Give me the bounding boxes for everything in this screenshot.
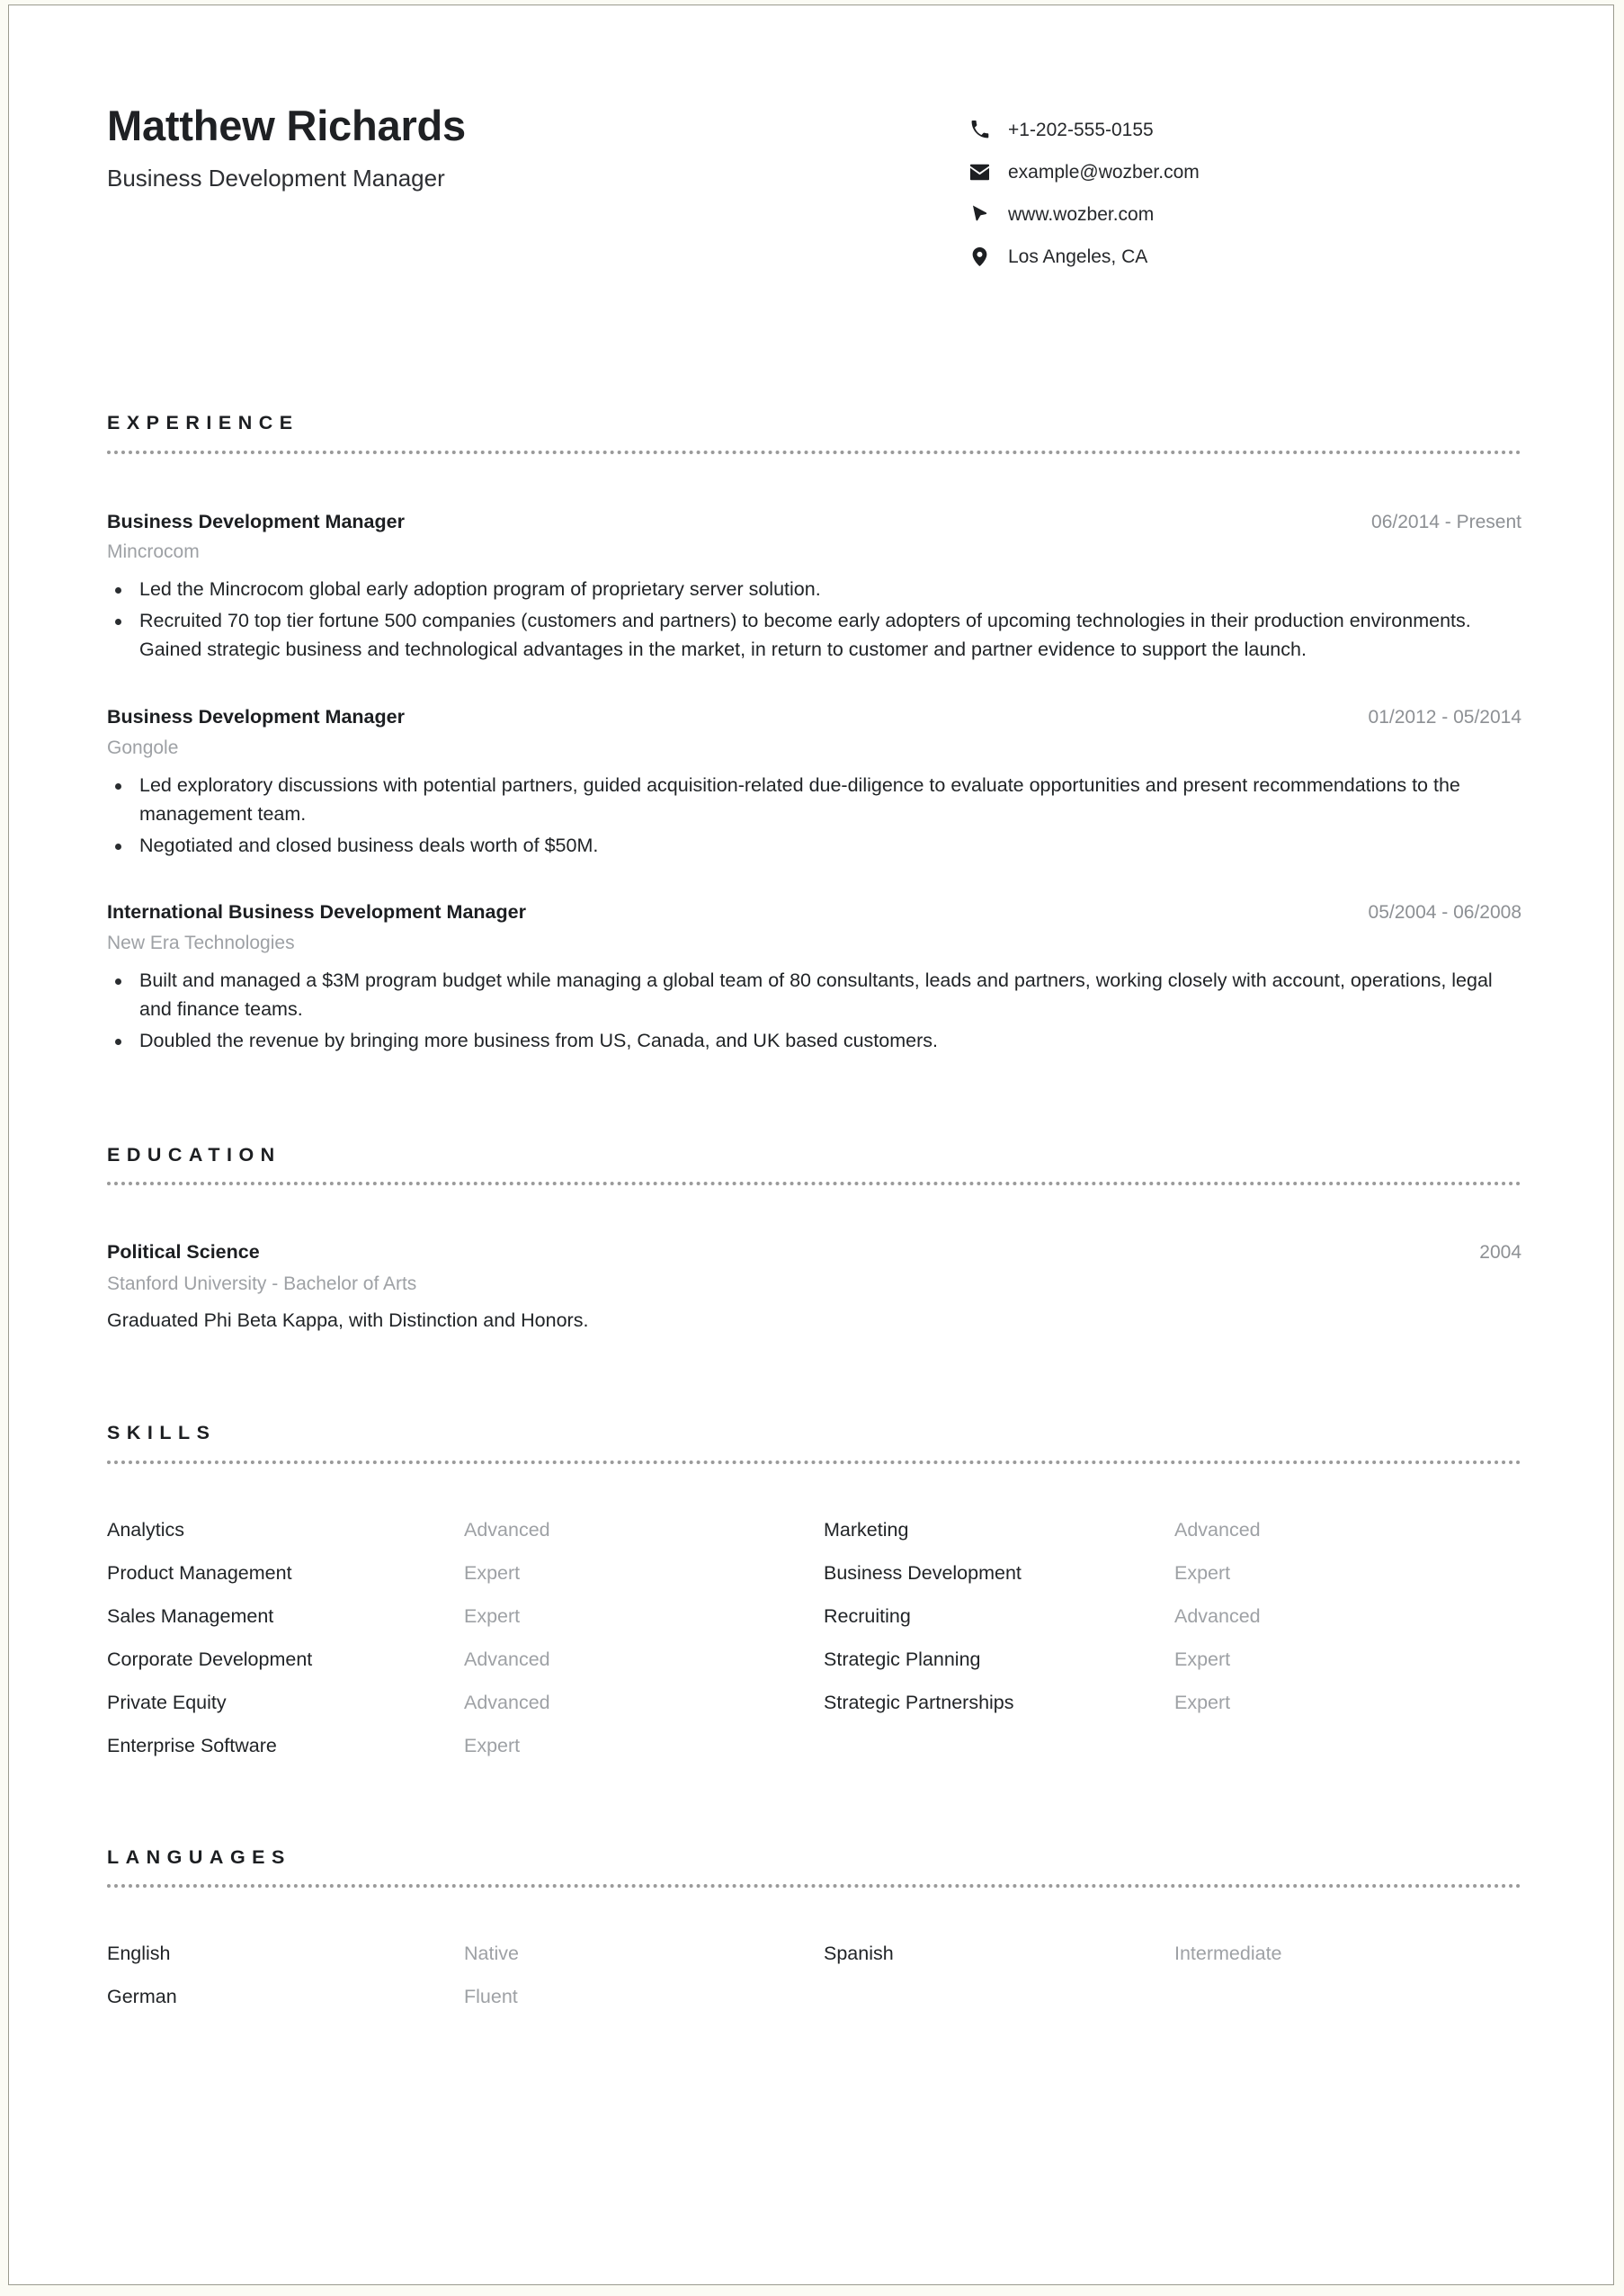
experience-date: 01/2012 - 05/2014 <box>1368 706 1521 728</box>
section-languages <box>107 1845 1521 2019</box>
section-divider-experience <box>107 451 1521 454</box>
identity-block <box>107 103 916 192</box>
section-divider-languages <box>107 1884 1521 1888</box>
resume-header <box>107 5 1521 267</box>
section-title-education: EDUCATION <box>107 1143 281 1166</box>
skill-level: Expert <box>1174 1561 1231 1584</box>
contact-row-email[interactable] <box>970 151 1510 193</box>
contact-website-value: www.wozber.com <box>1008 204 1155 225</box>
resume-page <box>8 4 1614 2285</box>
education-degree: Political Science <box>107 1241 260 1264</box>
language-name: Spanish <box>824 1943 894 1965</box>
page-title: Matthew Richards <box>107 102 466 149</box>
cursor-icon <box>970 205 997 224</box>
experience-entry-header <box>107 706 1521 729</box>
contact-location-value: Los Angeles, CA <box>1008 246 1148 267</box>
education-year: 2004 <box>1479 1242 1521 1264</box>
skill-level: Expert <box>464 1604 521 1627</box>
skill-level: Advanced <box>1174 1518 1261 1541</box>
experience-role: Business Development Manager <box>107 705 405 728</box>
skill-level: Advanced <box>464 1648 550 1670</box>
skill-level-empty <box>1174 1724 1521 1767</box>
contact-row-location[interactable] <box>970 236 1510 278</box>
skill-level: Advanced <box>1174 1604 1261 1627</box>
languages-grid <box>107 1932 1521 2018</box>
contact-block <box>970 109 1510 278</box>
skill-level: Advanced <box>464 1691 550 1713</box>
contact-email-value: example@wozber.com <box>1008 162 1200 183</box>
list-item: Recruited 70 top tier fortune 500 companies (customers and partners) to become early adopters of upcoming technologies in their production environments. Gained strategic business and technological advantages in the market, in return to customer and partner evidence to support the launch. <box>107 607 1521 665</box>
education-school: Stanford University - Bachelor of Arts <box>107 1273 417 1295</box>
language-name: English <box>107 1943 171 1965</box>
contact-phone-value: +1-202-555-0155 <box>1008 120 1154 140</box>
experience-bullets <box>107 967 1521 1055</box>
language-level-empty <box>1174 1975 1521 2018</box>
experience-bullets <box>107 576 1521 664</box>
skill-name: Business Development <box>824 1561 1022 1584</box>
skill-name: Corporate Development <box>107 1648 313 1670</box>
experience-date: 06/2014 - Present <box>1371 511 1521 532</box>
language-level: Native <box>464 1943 519 1965</box>
list-item: Built and managed a $3M program budget while managing a global team of 80 consultants, leads and partners, working closely with account, operations, legal and finance teams. <box>107 967 1521 1024</box>
skill-name: Strategic Partnerships <box>824 1691 1014 1713</box>
section-divider-skills <box>107 1461 1521 1464</box>
skill-level: Expert <box>464 1734 521 1756</box>
experience-org: Mincrocom <box>107 541 200 563</box>
experience-org: New Era Technologies <box>107 933 295 954</box>
location-pin-icon <box>970 247 997 266</box>
language-name-empty <box>824 1975 1174 2018</box>
skill-name: Enterprise Software <box>107 1734 277 1756</box>
experience-entry-header <box>107 511 1521 534</box>
skill-name: Marketing <box>824 1518 909 1541</box>
experience-entry <box>107 511 1521 665</box>
experience-date: 05/2004 - 06/2008 <box>1368 902 1521 924</box>
language-name: German <box>107 1986 177 2008</box>
experience-role: International Business Development Manager <box>107 901 526 924</box>
section-title-experience: EXPERIENCE <box>107 412 299 433</box>
resume-paper <box>9 5 1613 2284</box>
list-item: Led the Mincrocom global early adoption program of proprietary server solution. <box>107 576 1521 604</box>
section-divider-education <box>107 1182 1521 1185</box>
job-title: Business Development Manager <box>107 164 445 192</box>
skill-name: Product Management <box>107 1561 292 1584</box>
section-title-languages: LANGUAGES <box>107 1845 291 1868</box>
section-title-skills: SKILLS <box>107 1422 217 1444</box>
contact-row-website[interactable] <box>970 193 1510 236</box>
phone-icon <box>970 121 997 139</box>
experience-org: Gongole <box>107 737 179 758</box>
list-item: Led exploratory discussions with potential partners, guided acquisition-related due-diligence to evaluate opportunities and present recommendations to the management team. <box>107 772 1521 829</box>
skill-name: Private Equity <box>107 1691 227 1713</box>
section-experience <box>107 414 1521 1056</box>
education-entry <box>107 1241 1521 1334</box>
experience-bullets <box>107 772 1521 860</box>
skill-level: Expert <box>1174 1691 1231 1713</box>
experience-entry-header <box>107 901 1521 925</box>
skill-level: Expert <box>464 1561 521 1584</box>
education-note: Graduated Phi Beta Kappa, with Distinction and Honors. <box>107 1309 589 1332</box>
section-skills <box>107 1424 1521 1767</box>
experience-role: Business Development Manager <box>107 510 405 532</box>
section-education <box>107 1143 1521 1334</box>
contact-row-phone[interactable] <box>970 109 1510 151</box>
skills-grid <box>107 1508 1521 1767</box>
education-entry-header <box>107 1241 1521 1264</box>
envelope-icon <box>970 163 997 182</box>
experience-entry <box>107 901 1521 1055</box>
list-item: Doubled the revenue by bringing more business from US, Canada, and UK based customers. <box>107 1027 1521 1056</box>
language-level: Intermediate <box>1174 1943 1282 1965</box>
skill-level: Advanced <box>464 1518 550 1541</box>
resume-content <box>107 5 1521 2018</box>
skill-name: Strategic Planning <box>824 1648 981 1670</box>
skill-name: Sales Management <box>107 1604 274 1627</box>
experience-entry <box>107 706 1521 860</box>
skill-name: Analytics <box>107 1518 185 1541</box>
skill-name: Recruiting <box>824 1604 911 1627</box>
skill-name-empty <box>824 1724 1174 1767</box>
skill-level: Expert <box>1174 1648 1231 1670</box>
language-level: Fluent <box>464 1986 518 2008</box>
list-item: Negotiated and closed business deals worth of $50M. <box>107 832 1521 861</box>
